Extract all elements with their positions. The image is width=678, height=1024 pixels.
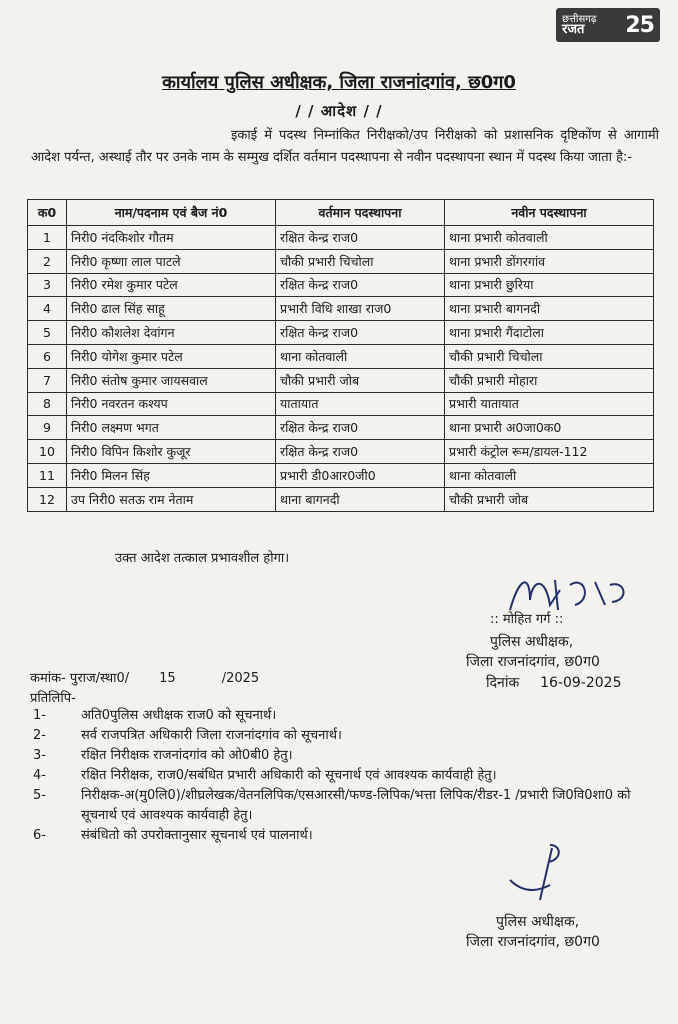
copy-item-number: 4- bbox=[33, 768, 46, 783]
cell-serial: 2 bbox=[28, 249, 67, 273]
cell-current-posting: थाना कोतवाली bbox=[276, 344, 445, 368]
cell-name: निरी0 संतोष कुमार जायसवाल bbox=[67, 368, 276, 392]
cell-current-posting: चौकी प्रभारी जोब bbox=[276, 368, 445, 392]
cell-serial: 1 bbox=[28, 226, 67, 250]
copy-item-number: 6- bbox=[33, 828, 46, 843]
table-row bbox=[28, 321, 654, 345]
table-row bbox=[28, 440, 654, 464]
cell-name: निरी0 मिलन सिंह bbox=[67, 463, 276, 487]
cell-new-posting: थाना कोतवाली bbox=[445, 463, 654, 487]
header-serial: क0 bbox=[28, 200, 67, 226]
cell-name: निरी0 कृष्णा लाल पाटले bbox=[67, 249, 276, 273]
cell-new-posting: थाना प्रभारी डोंगरगांव bbox=[445, 249, 654, 273]
cell-new-posting: थाना प्रभारी कोतवाली bbox=[445, 226, 654, 250]
signatory-office: जिला राजनांदगांव, छ0ग0 bbox=[466, 654, 600, 670]
table-row bbox=[28, 463, 654, 487]
cell-current-posting: रक्षित केन्द्र राज0 bbox=[276, 321, 445, 345]
cell-name: निरी0 ढाल सिंह साहू bbox=[67, 297, 276, 321]
copy-item bbox=[33, 706, 663, 726]
table-row bbox=[28, 344, 654, 368]
cell-current-posting: थाना बागनदी bbox=[276, 487, 445, 511]
table-row bbox=[28, 297, 654, 321]
table-header-row bbox=[28, 200, 654, 226]
cell-current-posting: प्रभारी डी0आर0जी0 bbox=[276, 463, 445, 487]
table-row bbox=[28, 226, 654, 250]
table-row bbox=[28, 392, 654, 416]
cell-serial: 5 bbox=[28, 321, 67, 345]
reference-year: /2025 bbox=[221, 671, 260, 686]
order-title: / / आदेश / / bbox=[295, 102, 383, 120]
header-new-posting: नवीन पदस्थापना bbox=[445, 200, 654, 226]
signature-mark-2 bbox=[490, 840, 590, 910]
cell-serial: 9 bbox=[28, 416, 67, 440]
signatory2-office: जिला राजनांदगांव, छ0ग0 bbox=[466, 934, 600, 950]
reference-number bbox=[30, 668, 259, 686]
signatory2-title: पुलिस अधीक्षक, bbox=[496, 914, 580, 930]
cell-current-posting: चौकी प्रभारी चिचोला bbox=[276, 249, 445, 273]
copy-item-text: अति0पुलिस अधीक्षक राज0 को सूचनार्थ। bbox=[81, 708, 277, 723]
cell-serial: 12 bbox=[28, 487, 67, 511]
cell-new-posting: चौकी प्रभारी मोहारा bbox=[445, 368, 654, 392]
copy-item-text: सर्व राजपत्रित अधिकारी जिला राजनांदगांव को सूचनार्थ। bbox=[81, 728, 342, 743]
copy-label: प्रतिलिपि- bbox=[30, 691, 76, 706]
copy-item bbox=[33, 726, 663, 746]
cell-serial: 8 bbox=[28, 392, 67, 416]
copy-item-text: संबंधितो को उपरोक्तानुसार सूचनार्थ एवं पालनार्थ। bbox=[81, 828, 313, 843]
cell-current-posting: रक्षित केन्द्र राज0 bbox=[276, 416, 445, 440]
cell-new-posting: प्रभारी यातायात bbox=[445, 392, 654, 416]
copy-item bbox=[33, 746, 663, 766]
copy-item bbox=[33, 766, 663, 786]
logo-line1: छत्तीसगढ़ bbox=[562, 14, 597, 25]
cell-serial: 11 bbox=[28, 463, 67, 487]
cell-current-posting: रक्षित केन्द्र राज0 bbox=[276, 226, 445, 250]
cell-new-posting: थाना प्रभारी गैंदाटोला bbox=[445, 321, 654, 345]
copy-item-number: 2- bbox=[33, 728, 46, 743]
cell-name: निरी0 विपिन किशोर कुजूर bbox=[67, 440, 276, 464]
table-row bbox=[28, 273, 654, 297]
signatory-title: पुलिस अधीक्षक, bbox=[490, 634, 574, 650]
cell-name: निरी0 रमेश कुमार पटेल bbox=[67, 273, 276, 297]
cell-new-posting: थाना प्रभारी छुरिया bbox=[445, 273, 654, 297]
cell-serial: 3 bbox=[28, 273, 67, 297]
date-label: दिनांक bbox=[486, 675, 520, 691]
table-row bbox=[28, 416, 654, 440]
cell-new-posting: प्रभारी कंट्रोल रूम/डायल-112 bbox=[445, 440, 654, 464]
intro-paragraph: इकाई में पदस्थ निम्नांकित निरीक्षको/उप निरीक्षको को प्रशासनिक दृष्टिकोंण से आगामी आदेश पर्यन्त, अस्थाई तौर पर उनके नाम के सम्मुख दर्शित वर्तमान पदस्थापना से नवीन पदस्थापना स्थान में पदस्थ किया जाता है:- bbox=[31, 128, 659, 165]
cell-current-posting: रक्षित केन्द्र राज0 bbox=[276, 440, 445, 464]
cell-serial: 10 bbox=[28, 440, 67, 464]
cell-new-posting: चौकी प्रभारी जोब bbox=[445, 487, 654, 511]
copy-item-number: 1- bbox=[33, 708, 46, 723]
cell-new-posting: थाना प्रभारी अ0जा0क0 bbox=[445, 416, 654, 440]
cell-name: निरी0 लक्ष्मण भगत bbox=[67, 416, 276, 440]
cell-name: निरी0 नवरतन कश्यप bbox=[67, 392, 276, 416]
cell-name: निरी0 योगेश कुमार पटेल bbox=[67, 344, 276, 368]
copy-item-text: रक्षित निरीक्षक राजनांदगांव को ओ0बी0 हेतु। bbox=[81, 748, 293, 763]
copy-item-text: निरीक्षक-अ(मु0लि0)/शीघ्रलेखक/वेतनलिपिक/एसआरसी/फण्ड-लिपिक/भत्ता लिपिक/रीडर-1 /प्रभारी जि0वि0शा0 को सूचनार्थ एवं आवश्यक कार्यवाही हेतु। bbox=[81, 788, 631, 823]
logo-number: 25 bbox=[625, 12, 654, 38]
cell-serial: 7 bbox=[28, 368, 67, 392]
cell-name: उप निरी0 सतऊ राम नेताम bbox=[67, 487, 276, 511]
cell-name: निरी0 नंदकिशोर गौतम bbox=[67, 226, 276, 250]
reference-no: 15 bbox=[159, 671, 176, 686]
cell-new-posting: थाना प्रभारी बागनदी bbox=[445, 297, 654, 321]
office-title: कार्यालय पुलिस अधीक्षक, जिला राजनांदगांव, छ0ग0 bbox=[162, 72, 516, 93]
cell-serial: 6 bbox=[28, 344, 67, 368]
signatory-name: :: मोहित गर्ग :: bbox=[490, 612, 564, 627]
table-row bbox=[28, 249, 654, 273]
header-current-posting: वर्तमान पदस्थापना bbox=[276, 200, 445, 226]
cell-serial: 4 bbox=[28, 297, 67, 321]
cell-current-posting: रक्षित केन्द्र राज0 bbox=[276, 273, 445, 297]
date-value: 16-09-2025 bbox=[540, 675, 622, 691]
logo-text bbox=[562, 15, 597, 35]
logo-line2: रजत bbox=[562, 22, 585, 37]
table-row bbox=[28, 487, 654, 511]
copy-item-number: 5- bbox=[33, 788, 46, 803]
effect-statement: उक्त आदेश तत्काल प्रभावशील होगा। bbox=[115, 551, 290, 566]
table-row bbox=[28, 368, 654, 392]
cell-current-posting: यातायात bbox=[276, 392, 445, 416]
cell-current-posting: प्रभारी विधि शाखा राज0 bbox=[276, 297, 445, 321]
silver-jubilee-logo bbox=[556, 8, 660, 42]
reference-prefix: कमांक- पुराज/स्था0/ bbox=[30, 671, 130, 686]
order-date bbox=[486, 673, 622, 692]
copy-list bbox=[33, 706, 663, 846]
header-name: नाम/पदनाम एवं बैज नं0 bbox=[67, 200, 276, 226]
cell-new-posting: चौकी प्रभारी चिचोला bbox=[445, 344, 654, 368]
transfer-table bbox=[27, 199, 654, 512]
copy-item-number: 3- bbox=[33, 748, 46, 763]
copy-item-text: रक्षित निरीक्षक, राज0/सबंधित प्रभारी अधिकारी को सूचनार्थ एवं आवश्यक कार्यवाही हेतु। bbox=[81, 768, 497, 783]
cell-name: निरी0 कौशलेश देवांगन bbox=[67, 321, 276, 345]
copy-item bbox=[33, 786, 663, 826]
